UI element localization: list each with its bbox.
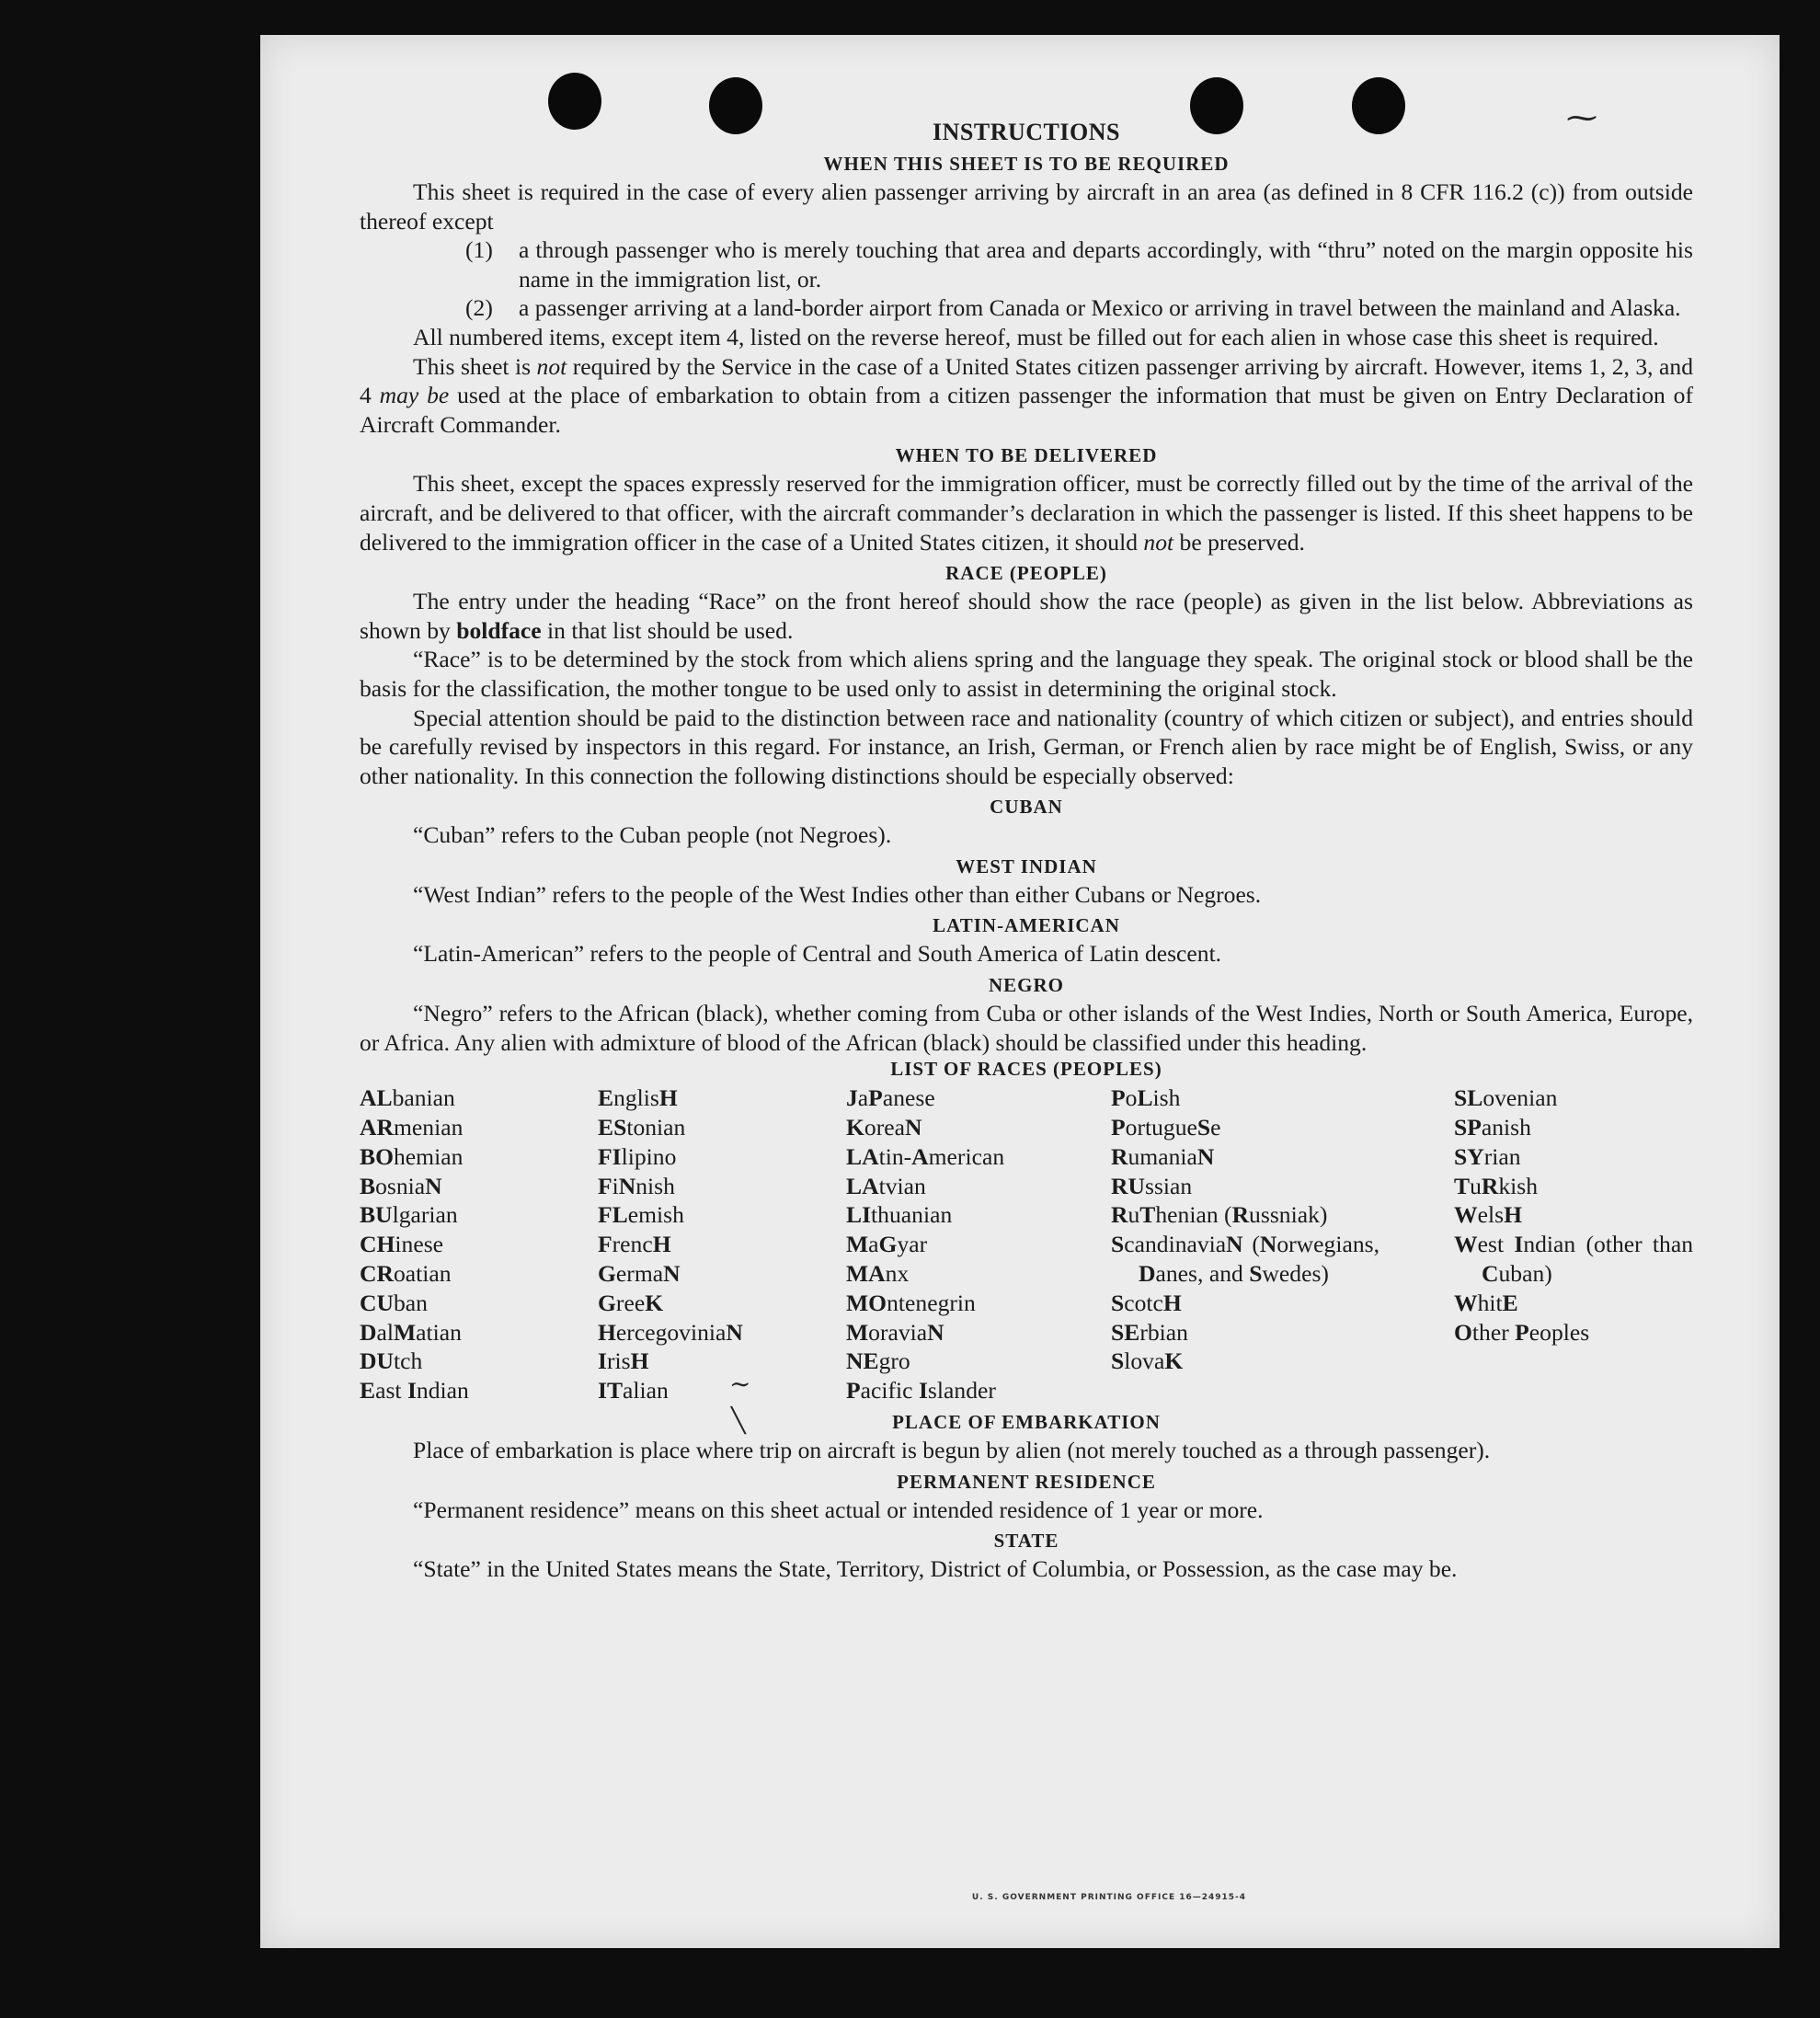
race-entry: CUban	[360, 1289, 428, 1316]
race-entry: MoraviaN	[846, 1318, 944, 1346]
list-item	[465, 293, 1693, 323]
item-number: (1)	[465, 236, 493, 264]
pen-mark: ⁓	[1566, 101, 1597, 135]
race-entry: SErbian	[1111, 1318, 1188, 1346]
section-heading: WHEN THIS SHEET IS TO BE REQUIRED	[823, 153, 1230, 175]
section-heading: STATE	[993, 1530, 1059, 1553]
race-entry: Other Peoples	[1454, 1318, 1590, 1346]
race-column	[1454, 1084, 1693, 1405]
race-entry: ITalian	[598, 1377, 669, 1405]
race-entry: ScotcH	[1111, 1289, 1182, 1316]
race-entry: MaGyar	[846, 1231, 928, 1258]
race-entry: CHinese	[360, 1231, 444, 1258]
paragraph: This sheet is not required by the Service in the case of a United States citizen passenger arriving by aircraft. However, items 1, 2, 3, and 4 may be used at the place of embarkation to obtain from a citizen passenger the information that must be given on Entry Declaration of Aircraft Commander.	[360, 352, 1694, 438]
race-entry: RUssian	[1111, 1172, 1193, 1199]
race-entry: DalMatian	[360, 1318, 462, 1346]
race-entry: LAtvian	[846, 1172, 926, 1199]
race-entry: West Indian (other than Cuban)	[1454, 1231, 1694, 1288]
paragraph: “Negro” refers to the African (black), whether coming from Cuba or other islands of the West Indies, North or South America, Europe, or Africa. Any alien with admixture of blood of the African (black) should be classified under this heading.	[360, 1000, 1693, 1056]
race-entry: CRoatian	[360, 1260, 452, 1288]
race-entry: TuRkish	[1454, 1172, 1539, 1199]
race-list	[360, 1084, 1693, 1405]
race-entry: PoLish	[1111, 1084, 1181, 1112]
race-entry: GermaN	[598, 1260, 681, 1288]
item-text: a passenger arriving at a land-border airport from Canada or Mexico or arriving in travel between the mainland and Alaska.	[519, 294, 1681, 322]
section-heading: NEGRO	[988, 974, 1064, 997]
race-entry: RuThenian (Russniak)	[1111, 1201, 1328, 1229]
race-entry: MAnx	[846, 1260, 910, 1288]
race-column	[1111, 1084, 1454, 1405]
document-page	[260, 35, 1780, 1948]
race-entry: WhitE	[1454, 1289, 1518, 1316]
section-heading: LATIN-AMERICAN	[933, 914, 1120, 937]
race-entry: FiNnish	[598, 1172, 675, 1199]
race-column	[598, 1084, 846, 1405]
race-entry: ARmenian	[360, 1114, 464, 1141]
race-entry: Pacific Islander	[846, 1377, 996, 1405]
section-heading: WHEN TO BE DELIVERED	[895, 444, 1158, 467]
race-entry: KoreaN	[846, 1114, 922, 1141]
race-entry: BOhemian	[360, 1142, 464, 1170]
race-entry: ALbanian	[360, 1084, 455, 1112]
race-entry: EnglisH	[598, 1084, 678, 1112]
race-entry: DUtch	[360, 1347, 423, 1375]
race-entry: LIthuanian	[846, 1201, 953, 1229]
paragraph: “West Indian” refers to the people of the West Indies other than either Cubans or Negroes.	[413, 880, 1262, 908]
race-entry: East Indian	[360, 1377, 469, 1405]
paragraph: Place of embarkation is place where trip on aircraft is begun by alien (not merely touched as a through passenger).	[413, 1437, 1491, 1464]
race-entry: SPanish	[1454, 1114, 1531, 1141]
race-entry: WelsH	[1454, 1201, 1522, 1229]
race-entry: RumaniaN	[1111, 1142, 1215, 1170]
race-entry: GreeK	[598, 1289, 664, 1316]
race-entry: SYrian	[1454, 1142, 1521, 1170]
paragraph: “Cuban” refers to the Cuban people (not Negroes).	[413, 821, 892, 849]
race-entry: NEgro	[846, 1347, 910, 1375]
paragraph: This sheet is required in the case of every alien passenger arriving by aircraft in an area (as defined in 8 CFR 116.2 (c)) from outside thereof except	[360, 178, 1693, 235]
paragraph: Special attention should be paid to the distinction between race and nationality (country of which citizen or subject), and entries should be carefully revised by inspectors in this regard. For instance, an Irish, German, or French alien by race might be of English, Swiss, or any other nationality. In this connection the following distinctions should be especially observed:	[360, 704, 1693, 789]
pen-mark: ╲	[731, 1407, 746, 1434]
race-entry: ScandinaviaN (Norwegians, Danes, and Swedes)	[1111, 1231, 1379, 1288]
page-title: INSTRUCTIONS	[933, 119, 1120, 145]
paragraph: “Race” is to be determined by the stock from which aliens spring and the language they speak. The original stock or blood shall be the basis for the classification, the mother tongue to be used only to assist in determining the original stock.	[360, 646, 1693, 702]
race-entry: EStonian	[598, 1114, 686, 1141]
race-column	[360, 1084, 598, 1405]
paragraph: This sheet, except the spaces expressly reserved for the immigration officer, must be correctly filled out by the time of the arrival of the aircraft, and be delivered to that officer, with the aircraft commander’s declaration in which the passenger is listed. If this sheet happens to be delivered to the immigration officer in the case of a United States citizen, it should not be preserved.	[360, 470, 1693, 556]
race-entry: MOntenegrin	[846, 1289, 976, 1316]
race-entry: BosniaN	[360, 1172, 442, 1199]
race-column	[846, 1084, 1111, 1405]
section-heading: RACE (PEOPLE)	[945, 562, 1107, 585]
instructions-body	[360, 118, 1693, 1584]
item-text: a through passenger who is merely touching that area and departs accordingly, with “thru” noted on the margin opposite his name in the immigration list, or.	[519, 236, 1693, 292]
race-entry: FrencH	[598, 1231, 671, 1258]
race-entry: SLovenian	[1454, 1084, 1558, 1112]
list-item	[465, 235, 1693, 293]
paragraph: The entry under the heading “Race” on the front hereof should show the race (people) as given in the list below. Abbreviations as shown by boldface in that list should be used.	[360, 588, 1693, 644]
race-entry: FLemish	[598, 1201, 684, 1229]
race-entry: HercegoviniaN	[598, 1318, 743, 1346]
pen-mark: ∼	[729, 1370, 751, 1399]
item-number: (2)	[465, 294, 493, 322]
race-entry: BUlgarian	[360, 1201, 458, 1229]
race-entry: LAtin-American	[846, 1142, 1005, 1170]
race-entry: FIlipino	[598, 1142, 677, 1170]
paragraph: “Latin-American” refers to the people of Central and South America of Latin descent.	[413, 940, 1222, 968]
race-entry: PortugueSe	[1111, 1114, 1221, 1141]
paragraph: All numbered items, except item 4, listed on the reverse hereof, must be filled out for each alien in whose case this sheet is required.	[413, 323, 1659, 350]
section-heading: WEST INDIAN	[956, 854, 1097, 877]
race-entry: JaPanese	[846, 1084, 935, 1112]
section-heading: PLACE OF EMBARKATION	[892, 1411, 1161, 1434]
section-heading: LIST OF RACES (PEOPLES)	[890, 1058, 1162, 1081]
section-heading: PERMANENT RESIDENCE	[897, 1470, 1156, 1493]
race-entry: IrisH	[598, 1347, 649, 1375]
race-entry: SlovaK	[1111, 1347, 1184, 1375]
section-heading: CUBAN	[990, 796, 1063, 819]
printer-imprint: U. S. GOVERNMENT PRINTING OFFICE 16—24915-4	[971, 1893, 1247, 1902]
paragraph: “Permanent residence” means on this sheet actual or intended residence of 1 year or more.	[413, 1496, 1264, 1523]
paragraph: “State” in the United States means the State, Territory, District of Columbia, or Possession, as the case may be.	[413, 1555, 1458, 1583]
